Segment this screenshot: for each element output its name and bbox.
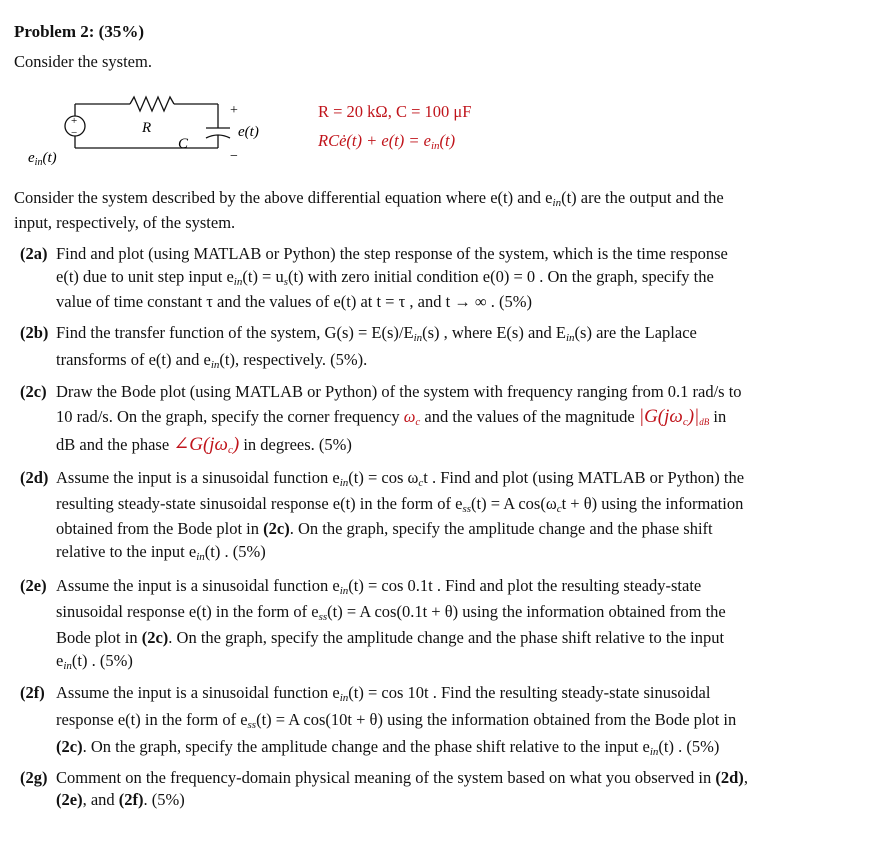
component-values: R = 20 kΩ, C = 100 μF (318, 102, 472, 121)
part-d-line-3: obtained from the Bode plot in (2c). On the graph, specify the amplitude change and the phase shift (56, 519, 713, 538)
part-e-line-1: Assume the input is a sinusoidal function $e_{in}(t) = \cos 0.1t$ . Find and plot the resulting steady-state (56, 576, 702, 597)
output-minus: − (230, 149, 238, 164)
output-plus: + (230, 103, 238, 118)
part-d-line-1: Assume the input is a sinusoidal function $e_{in}(t) = \cos \omega_ct$ . Find and plot (using MATLAB or Python) the (56, 468, 745, 489)
part-a-line-1: Find and plot (using MATLAB or Python) the step response of the system, which is the time response (56, 244, 728, 263)
part-d-label: (2d) (20, 468, 49, 487)
equation-block (318, 102, 471, 161)
part-d-line-2: resulting steady-state sinusoidal response e(t) in the form of $e_{ss}(t) = A$ $\cos(\omega_ct + \theta)$ using the information (56, 494, 744, 515)
part-g-label: (2g) (20, 768, 48, 787)
circuit-diagram (20, 88, 310, 178)
source-label: $e_{in}(t)$ (28, 150, 57, 168)
source-minus: − (71, 127, 78, 139)
part-f-label: (2f) (20, 683, 45, 702)
resistor-symbol (130, 97, 174, 111)
differential-equation: RCė(t) + $e(t) = e_{in}(t)$ (318, 131, 456, 152)
part-d-line-4: relative to the input $e_{in}(t)$ . (5%) (56, 542, 266, 563)
part-f-line-3: (2c). On the graph, specify the amplitude change and the phase shift relative to the input $e_{in}(t)$ . (5%) (56, 737, 720, 758)
part-e-line-3: Bode plot in (2c). On the graph, specify the amplitude change and the phase shift relative to the input (56, 628, 725, 647)
part-a-line-3: value of time constant τ and the values of e(t) at t = τ , and t → ∞ . (5%) (56, 292, 533, 311)
part-a-line-2: e(t) due to unit step input $e_{in}(t) = u_s(t)$ with zero initial condition e(0) = 0 . On the graph, specify the (56, 267, 714, 288)
part-f-line-1: Assume the input is a sinusoidal function $e_{in}(t) = \cos 10t$ . Find the resulting steady-state sinusoidal (56, 683, 711, 704)
intro-text: Consider the system. (14, 52, 152, 71)
problem-title: Problem 2: (35%) (14, 22, 144, 41)
part-g-line-2: (2e), and (2f). (5%) (56, 790, 185, 809)
part-b-line-2: transforms of e(t) and $e_{in}(t)$, respectively. (5%). (56, 350, 368, 371)
part-c-line-3: dB and the phase $\angle G(j\omega_c)$ in degrees. (5%) (56, 434, 352, 456)
part-b-label: (2b) (20, 323, 49, 342)
part-f-line-2: response e(t) in the form of $e_{ss}(t) = A$ cos(10t + θ) using the information obtained from the Bode plot in (56, 710, 737, 731)
part-e-label: (2e) (20, 576, 47, 595)
part-e-line-2: sinusoidal response e(t) in the form of $e_{ss}(t) = A$ cos(0.1t + θ) using the information obtained from the (56, 602, 726, 623)
capacitor-label: C (178, 136, 189, 152)
part-e-line-4: $e_{in}(t)$ . (5%) (56, 651, 133, 672)
output-label: e(t) (238, 124, 259, 140)
part-a-label: (2a) (20, 244, 48, 263)
part-c-label: (2c) (20, 382, 47, 401)
source-plus: + (71, 115, 78, 127)
part-b-line-1: Find the transfer function of the system, $G(s) = E(s)/E_{in}(s)$ , where E(s) and $E_{in}(s)$ are the Laplace (56, 323, 697, 344)
description-line-1: Consider the system described by the above differential equation where e(t) and $e_{in}(t)$ are the output and the (14, 188, 724, 209)
resistor-label: R (142, 120, 152, 136)
part-c-line-1: Draw the Bode plot (using MATLAB or Python) of the system with frequency ranging from 0.1 rad/s to (56, 382, 742, 401)
description-line-2: input, respectively, of the system. (14, 213, 236, 232)
part-c-line-2: 10 rad/s. On the graph, specify the corner frequency $\omega_c$ and the values of the magnitude $|G(j\omega_c)|_{dB}$ in (56, 406, 727, 428)
part-g-line-1: Comment on the frequency-domain physical meaning of the system based on what you observed in (2d), (56, 768, 748, 787)
